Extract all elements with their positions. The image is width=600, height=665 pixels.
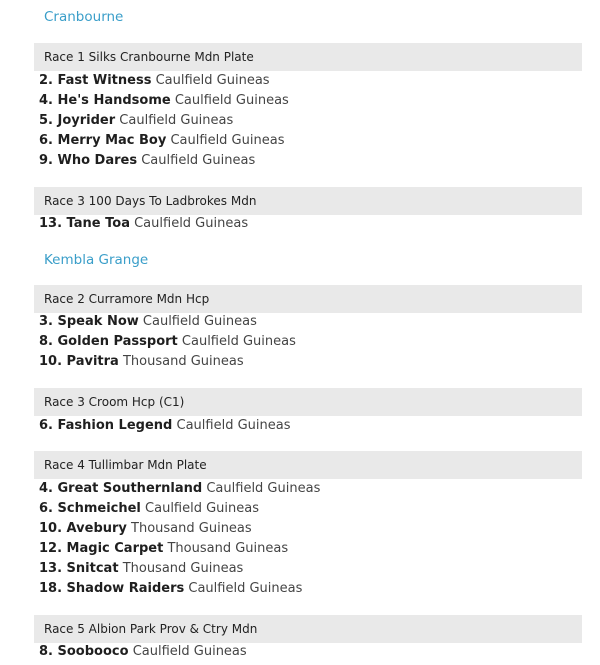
horse-name[interactable]: 10. Pavitra [39,354,119,369]
runner-item [39,91,289,111]
horse-name[interactable]: 3. Speak Now [39,314,139,329]
runner-item [39,352,244,372]
horse-name[interactable]: 9. Who Dares [39,153,138,168]
race-header: Race 1 Silks Cranbourne Mdn Plate [34,43,582,71]
horse-name[interactable]: 6. Schmeichel [39,501,141,516]
horse-name[interactable]: 4. He's Handsome [39,93,171,108]
runner-item [39,214,248,234]
target-race: Caulfield Guineas [145,501,260,516]
runner-item [39,559,243,579]
race-header: Race 3 100 Days To Ladbrokes Mdn [34,187,582,215]
horse-name[interactable]: 5. Joyrider [39,113,116,128]
runner-item [39,579,302,599]
runner-item [39,479,320,499]
runner-item [39,416,290,436]
target-race: Thousand Guineas [131,521,252,536]
runner-item [39,312,257,332]
target-race: Caulfield Guineas [170,133,285,148]
target-race: Caulfield Guineas [174,93,289,108]
horse-name[interactable]: 6. Merry Mac Boy [39,133,167,148]
runner-item [39,151,255,171]
runner-item [39,332,296,352]
runner-item [39,71,270,91]
target-race: Caulfield Guineas [132,644,247,659]
runner-item [39,539,288,559]
horse-name[interactable]: 18. Shadow Raiders [39,581,185,596]
target-race: Caulfield Guineas [176,418,291,433]
horse-name[interactable]: 4. Great Southernland [39,481,203,496]
runner-item [39,519,252,539]
race-header: Race 4 Tullimbar Mdn Plate [34,451,582,479]
target-race: Caulfield Guineas [119,113,234,128]
horse-name[interactable]: 6. Fashion Legend [39,418,173,433]
race-header: Race 3 Croom Hcp (C1) [34,388,582,416]
target-race: Caulfield Guineas [142,314,257,329]
target-race: Thousand Guineas [167,541,289,556]
horse-name[interactable]: 8. Soobooco [39,644,129,659]
race-header: Race 2 Curramore Mdn Hcp [34,285,582,313]
runner-item [39,111,233,131]
target-race: Caulfield Guineas [181,334,296,349]
horse-name[interactable]: 13. Tane Toa [39,216,130,231]
target-race: Caulfield Guineas [206,481,321,496]
venue-title-cranbourne[interactable]: Cranbourne [44,9,124,25]
runner-item [39,499,259,519]
target-race: Caulfield Guineas [141,153,256,168]
target-race: Caulfield Guineas [134,216,249,231]
target-race: Caulfield Guineas [155,73,270,88]
race-header: Race 5 Albion Park Prov & Ctry Mdn [34,615,582,643]
venue-title-kembla-grange[interactable]: Kembla Grange [44,252,149,268]
horse-name[interactable]: 2. Fast Witness [39,73,152,88]
runner-item [39,642,247,662]
target-race: Caulfield Guineas [188,581,303,596]
target-race: Thousand Guineas [122,354,244,369]
runner-item [39,131,284,151]
horse-name[interactable]: 13. Snitcat [39,561,119,576]
horse-name[interactable]: 8. Golden Passport [39,334,178,349]
horse-name[interactable]: 12. Magic Carpet [39,541,164,556]
horse-name[interactable]: 10. Avebury [39,521,127,536]
target-race: Thousand Guineas [122,561,244,576]
